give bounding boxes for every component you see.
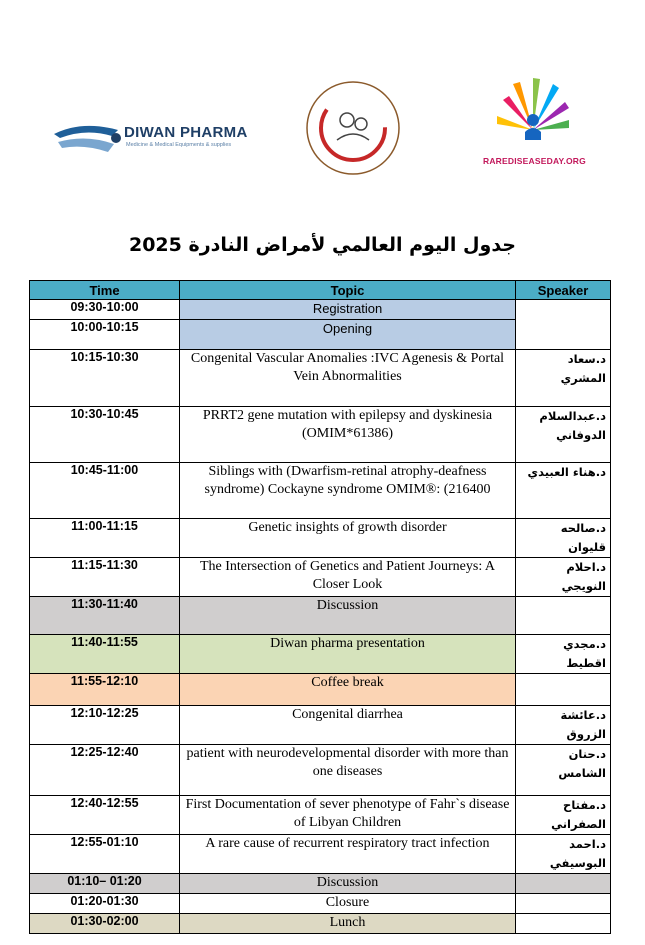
table-row bbox=[30, 914, 611, 934]
time-cell: 11:15-11:30 bbox=[30, 558, 180, 597]
diwan-swoosh-icon bbox=[52, 118, 124, 158]
speaker-cell bbox=[516, 597, 611, 635]
table-row bbox=[30, 463, 611, 519]
topic-cell: PRRT2 gene mutation with epilepsy and dyskinesia (OMIM*61386) bbox=[180, 407, 516, 463]
time-cell: 10:15-10:30 bbox=[30, 350, 180, 407]
speaker-cell bbox=[516, 894, 611, 914]
table-row bbox=[30, 894, 611, 914]
table-row bbox=[30, 745, 611, 796]
topic-cell: Siblings with (Dwarfism-retinal atrophy-deafness syndrome) Cockayne syndrome OMIM®: (216400 bbox=[180, 463, 516, 519]
time-cell: 01:10– 01:20 bbox=[30, 874, 180, 894]
topic-cell: Genetic insights of growth disorder bbox=[180, 519, 516, 558]
speaker-cell bbox=[516, 914, 611, 934]
topic-cell: A rare cause of recurrent respiratory tract infection bbox=[180, 835, 516, 874]
speaker-cell: د.احمد البوسيفي bbox=[516, 835, 611, 874]
table-header-row bbox=[30, 281, 611, 300]
time-header: Time bbox=[30, 281, 180, 300]
topic-cell: Opening bbox=[180, 320, 516, 350]
speaker-cell: د.صالحه قليوان bbox=[516, 519, 611, 558]
table-row bbox=[30, 558, 611, 597]
speaker-cell bbox=[516, 674, 611, 706]
page-title: جدول اليوم العالمي لأمراض النادرة 2025 bbox=[128, 234, 516, 256]
table-row bbox=[30, 835, 611, 874]
topic-cell: Coffee break bbox=[180, 674, 516, 706]
table-row bbox=[30, 706, 611, 745]
topic-cell: Registration bbox=[180, 300, 516, 320]
topic-cell: First Documentation of sever phenotype of Fahr`s disease of Libyan Children bbox=[180, 796, 516, 835]
topic-cell: Congenital Vascular Anomalies :IVC Agenesis & Portal Vein Abnormalities bbox=[180, 350, 516, 407]
time-cell: 11:00-11:15 bbox=[30, 519, 180, 558]
speaker-cell: د.حنان الشامس bbox=[516, 745, 611, 796]
time-cell: 11:30-11:40 bbox=[30, 597, 180, 635]
topic-cell: patient with neurodevelopmental disorder with more than one diseases bbox=[180, 745, 516, 796]
table-row bbox=[30, 407, 611, 463]
diwan-pharma-logo bbox=[52, 118, 252, 158]
diwan-name: DIWAN PHARMA bbox=[124, 124, 248, 141]
time-cell: 10:00-10:15 bbox=[30, 320, 180, 350]
speaker-cell: د.عائشة الزروق bbox=[516, 706, 611, 745]
speaker-cell bbox=[516, 874, 611, 894]
table-row bbox=[30, 674, 611, 706]
time-cell: 01:30-02:00 bbox=[30, 914, 180, 934]
rare-disease-day-logo bbox=[483, 70, 586, 170]
topic-cell: Closure bbox=[180, 894, 516, 914]
table-row bbox=[30, 635, 611, 674]
speaker-cell bbox=[516, 300, 611, 350]
hospital-logo bbox=[303, 78, 403, 178]
logo-bar bbox=[0, 0, 645, 220]
time-cell: 10:30-10:45 bbox=[30, 407, 180, 463]
time-cell: 12:25-12:40 bbox=[30, 745, 180, 796]
table-row bbox=[30, 300, 611, 320]
time-cell: 12:40-12:55 bbox=[30, 796, 180, 835]
schedule-table bbox=[29, 280, 611, 934]
topic-cell: Lunch bbox=[180, 914, 516, 934]
time-cell: 12:55-01:10 bbox=[30, 835, 180, 874]
speaker-header: Speaker bbox=[516, 281, 611, 300]
topic-cell: Congenital diarrhea bbox=[180, 706, 516, 745]
table-row bbox=[30, 796, 611, 835]
speaker-cell: د.سعاد المشري bbox=[516, 350, 611, 407]
speaker-cell: د.عبدالسلام الدوفاني bbox=[516, 407, 611, 463]
table-row bbox=[30, 874, 611, 894]
speaker-cell: د.مفتاح الصفراني bbox=[516, 796, 611, 835]
topic-cell: Diwan pharma presentation bbox=[180, 635, 516, 674]
diwan-tagline: Medicine & Medical Equipments & supplies bbox=[126, 142, 232, 148]
speaker-cell: د.احلام النويجي bbox=[516, 558, 611, 597]
speaker-cell: د.هناء العبيدي bbox=[516, 463, 611, 519]
time-cell: 11:40-11:55 bbox=[30, 635, 180, 674]
hands-icon bbox=[483, 70, 583, 156]
topic-cell: The Intersection of Genetics and Patient Journeys: A Closer Look bbox=[180, 558, 516, 597]
hospital-seal-icon bbox=[303, 78, 403, 178]
rare-disease-day-url: RAREDISEASEDAY.ORG bbox=[483, 156, 586, 166]
time-cell: 11:55-12:10 bbox=[30, 674, 180, 706]
time-cell: 09:30-10:00 bbox=[30, 300, 180, 320]
time-cell: 10:45-11:00 bbox=[30, 463, 180, 519]
table-row bbox=[30, 519, 611, 558]
time-cell: 01:20-01:30 bbox=[30, 894, 180, 914]
topic-cell: Discussion bbox=[180, 874, 516, 894]
table-row bbox=[30, 350, 611, 407]
speaker-cell: د.مجدي اقطيط bbox=[516, 635, 611, 674]
topic-cell: Discussion bbox=[180, 597, 516, 635]
table-row bbox=[30, 597, 611, 635]
topic-header: Topic bbox=[180, 281, 516, 300]
time-cell: 12:10-12:25 bbox=[30, 706, 180, 745]
